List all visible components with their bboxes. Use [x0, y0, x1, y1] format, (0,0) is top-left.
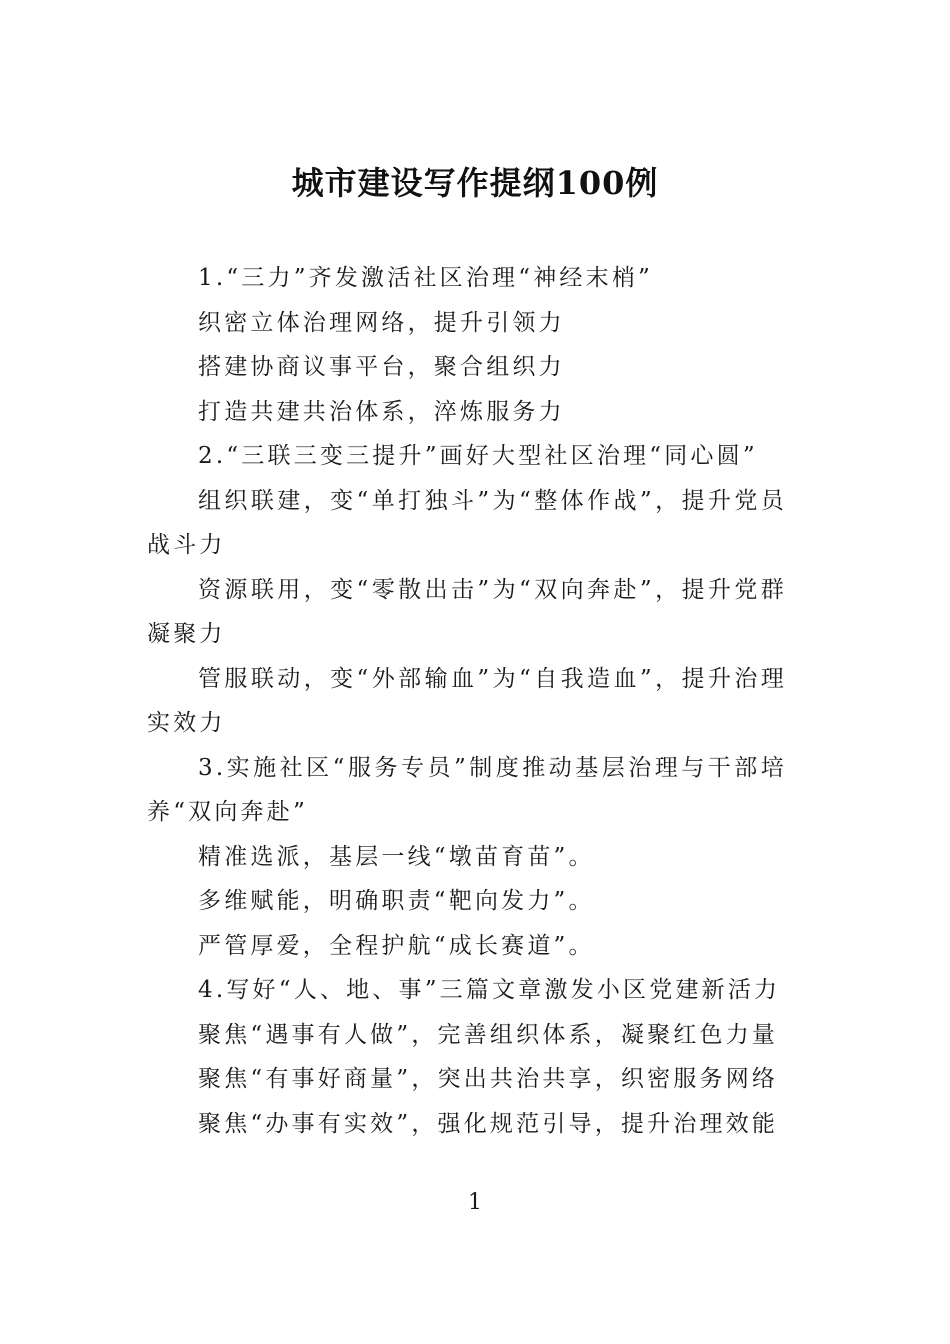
heading-item-2: 2.“三联三变三提升”画好大型社区治理“同心圆” [198, 443, 758, 469]
document-title: 城市建设写作提纲100例 [291, 164, 659, 202]
outline-point: 多维赋能，明确职责“靶向发力”。 [198, 888, 595, 914]
outline-point: 织密立体治理网络，提升引领力 [198, 309, 565, 336]
outline-point: 严管厚爱，全程护航“成长赛道”。 [198, 932, 595, 959]
outline-point: 聚焦“办事有实效”，强化规范引导，提升治理效能 [198, 1110, 779, 1137]
outline-point: 搭建协商议事平台，聚合组织力 [198, 354, 565, 380]
outline-point: 精准选派，基层一线“墩苗育苗”。 [198, 843, 595, 870]
outline-point: 聚焦“遇事有人做”，完善组织体系，凝聚红色力量 [198, 1021, 779, 1048]
outline-point: 管服联动，变“外部输血”为“自我造血”，提升治理实效力 [147, 665, 787, 736]
outline-point: 聚焦“有事好商量”，突出共治共享，织密服务网络 [198, 1066, 779, 1092]
heading-item-3: 3.实施社区“服务专员”制度推动基层治理与干部培养“双向奔赴” [147, 754, 787, 825]
outline-point: 打造共建共治体系，淬炼服务力 [198, 398, 565, 425]
page-number: 1 [468, 1190, 482, 1215]
outline-point: 组织联建，变“单打独斗”为“整体作战”，提升党员战斗力 [147, 487, 787, 558]
heading-item-1: 1.“三力”齐发激活社区治理“神经末梢” [198, 265, 653, 291]
heading-item-4: 4.写好“人、地、事”三篇文章激发小区党建新活力 [198, 977, 781, 1003]
outline-point: 资源联用，变“零散出击”为“双向奔赴”，提升党群凝聚力 [147, 576, 787, 647]
document-body [147, 256, 787, 1146]
